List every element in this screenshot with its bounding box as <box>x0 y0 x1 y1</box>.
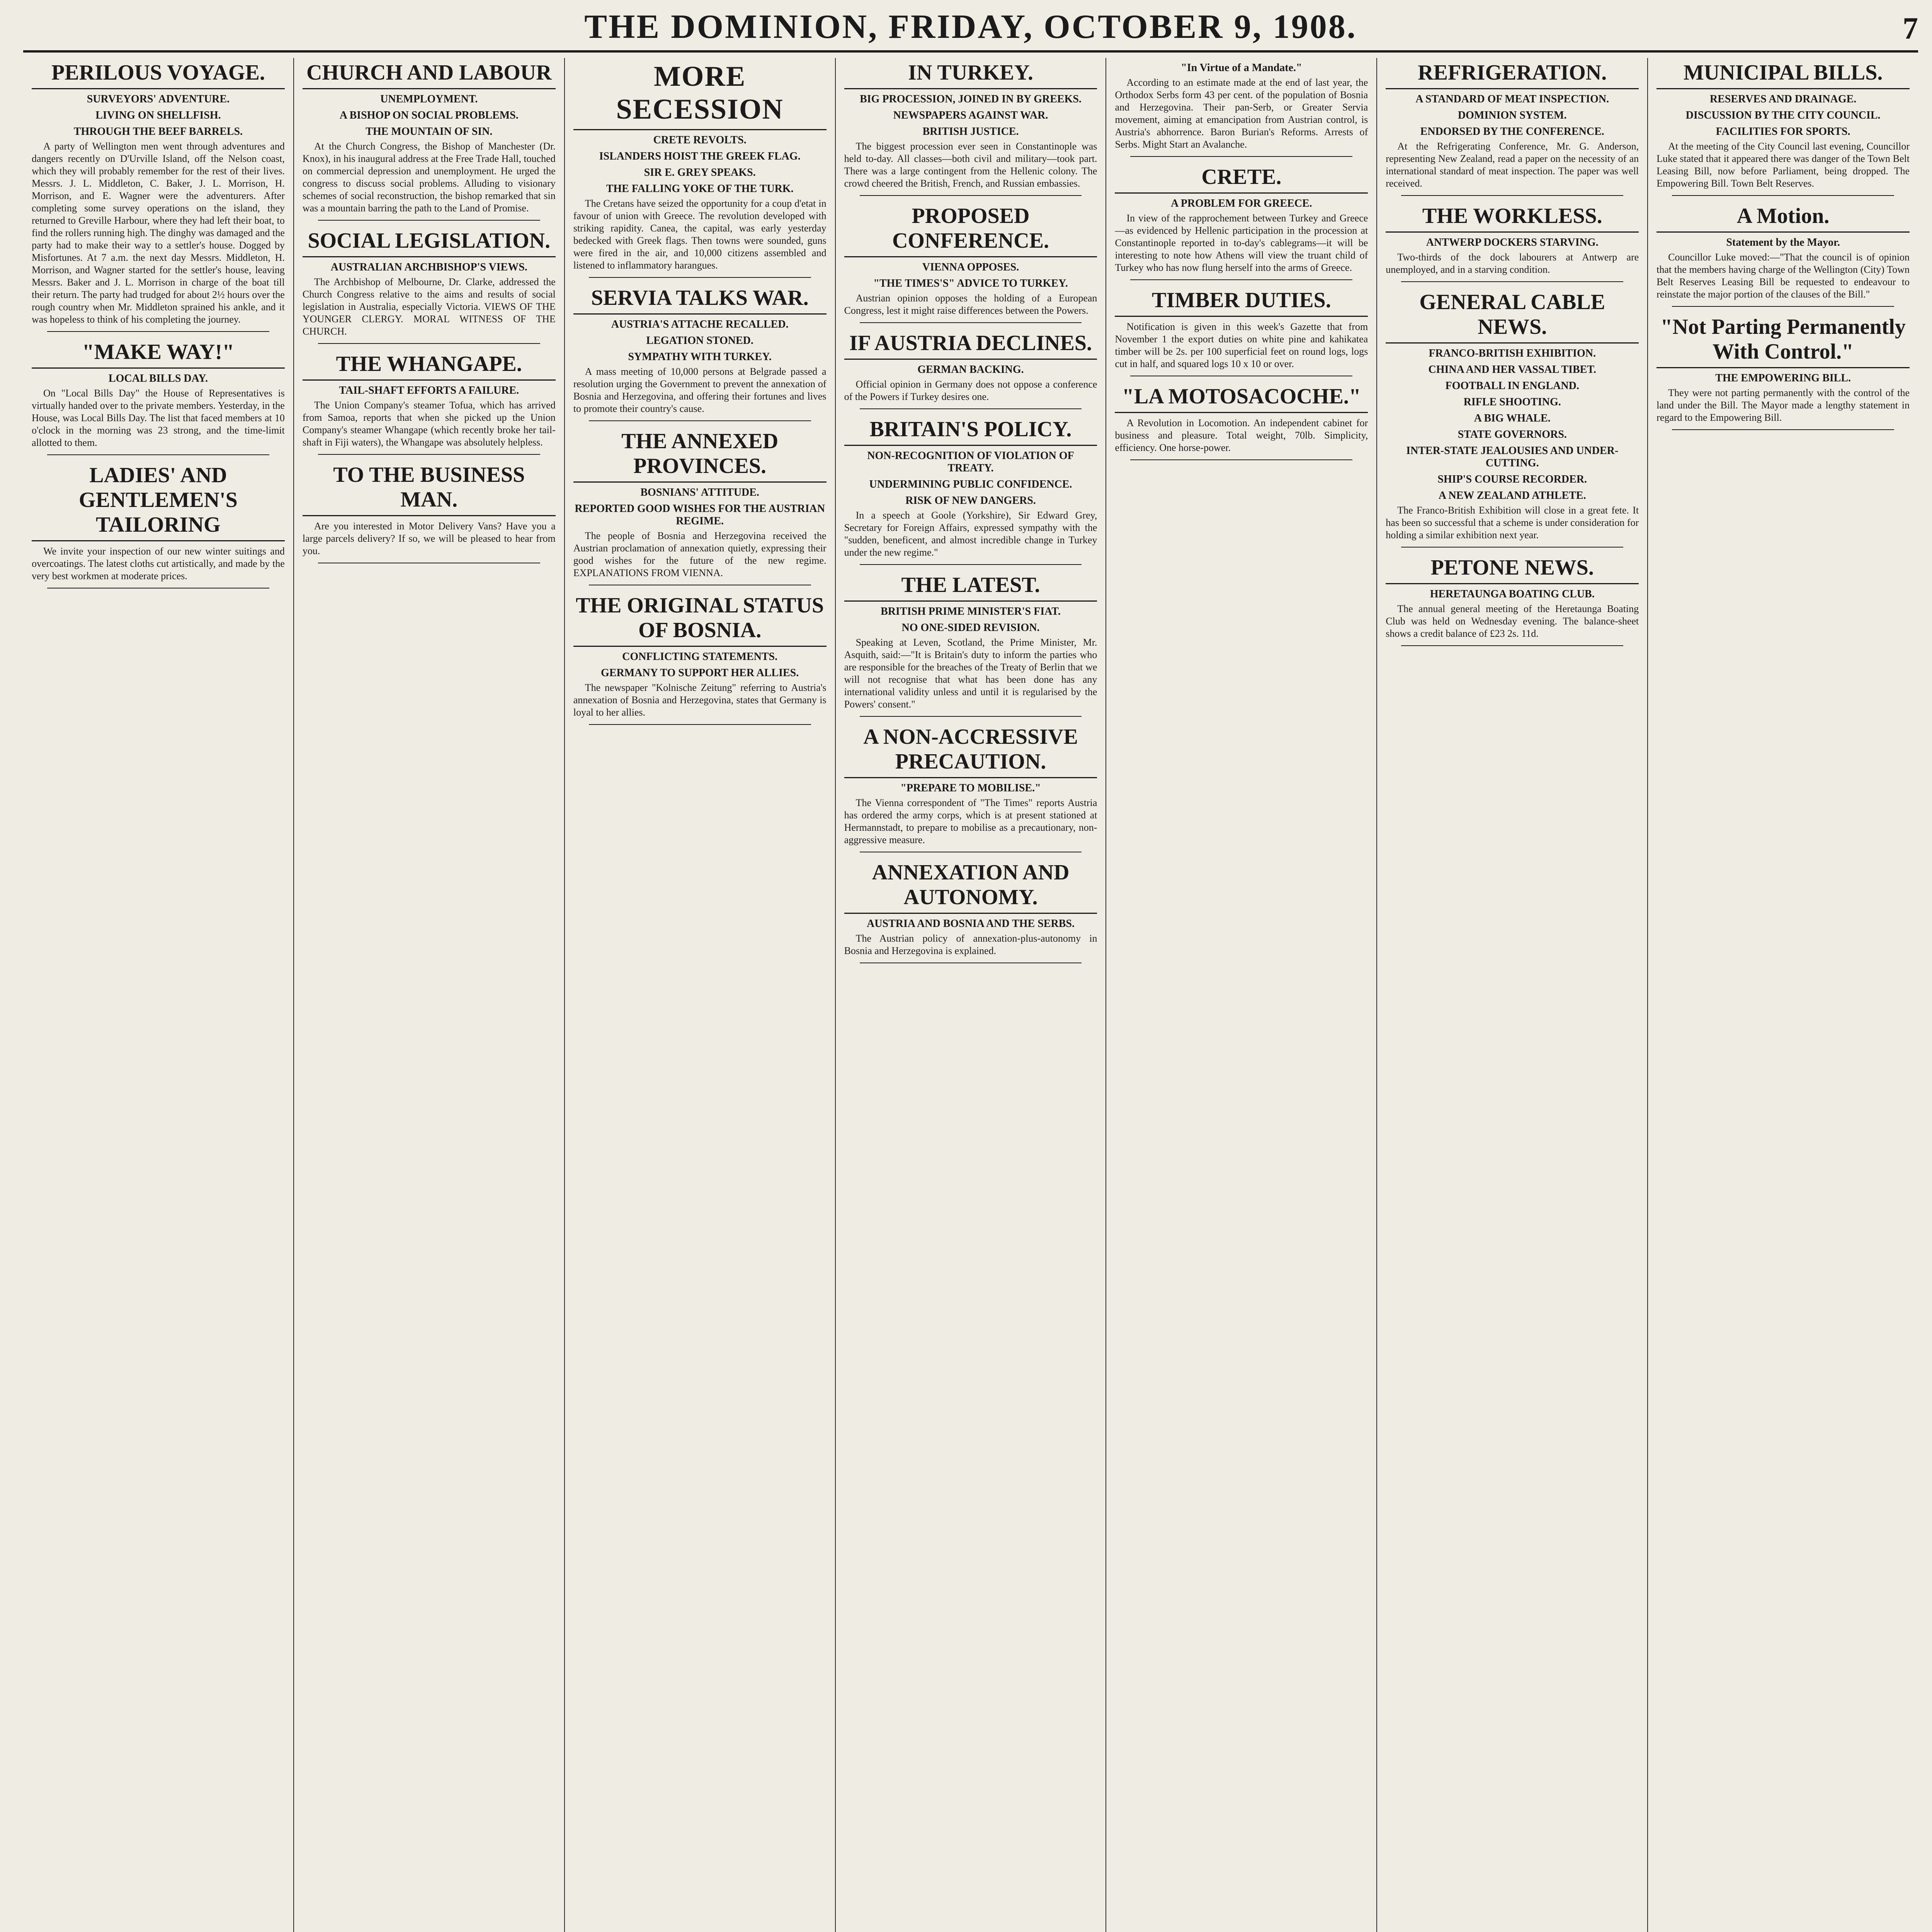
divider <box>1130 459 1352 460</box>
column-5 <box>1106 58 1377 1932</box>
article-subheading: NO ONE-SIDED REVISION. <box>901 622 1040 634</box>
article-subheading: SIR E. GREY SPEAKS. <box>644 167 756 179</box>
article-subheading: THE MOUNTAIN OF SIN. <box>366 126 493 138</box>
page-number: 7 <box>1903 12 1918 46</box>
article-headline: "Not Parting Permanently With Control." <box>1656 312 1910 368</box>
article <box>573 283 827 421</box>
article-body: Are you interested in Motor Delivery Vans? Have you a large parcels delivery? If so, we will be pleased to hear from you. <box>302 520 556 556</box>
article-subheading: HERETAUNGA BOATING CLUB. <box>1430 588 1595 600</box>
article-subheading: A BISHOP ON SOCIAL PROBLEMS. <box>339 109 519 121</box>
divider <box>1672 429 1894 430</box>
article <box>1386 201 1639 282</box>
article-subheading: GERMANY TO SUPPORT HER ALLIES. <box>601 667 799 679</box>
article-subheading: RISK OF NEW DANGERS. <box>905 495 1036 507</box>
article-body: Austrian opinion opposes the holding of a European Congress, lest it might raise differences between the Powers. <box>844 293 1097 316</box>
divider <box>860 716 1082 717</box>
article-subheading: STATE GOVERNORS. <box>1458 429 1567 440</box>
divider <box>1672 306 1894 307</box>
article-body: Speaking at Leven, Scotland, the Prime Minister, Mr. Asquith, said:—"It is Britain's duty to inform the parties who are responsible for the breaches of the Treaty of Berlin that we will not recognise that what has been done has any international validity unless and until it is regularised by the Powers' consent." <box>844 637 1097 710</box>
divider <box>1130 156 1352 157</box>
masthead <box>23 8 1918 53</box>
article-subheading: A PROBLEM FOR GREECE. <box>1171 197 1312 209</box>
article-subheading: RIFLE SHOOTING. <box>1463 396 1561 408</box>
article-subheading: THE EMPOWERING BILL. <box>1715 372 1851 384</box>
column-6 <box>1377 58 1648 1932</box>
article-subheading: LEGATION STONED. <box>646 335 753 347</box>
article <box>303 460 556 563</box>
article-subheading: DISCUSSION BY THE CITY COUNCIL. <box>1685 109 1881 121</box>
columns <box>23 58 1918 1932</box>
article-subheading: Statement by the Mayor. <box>1726 236 1840 248</box>
article-subheading: RESERVES AND DRAINAGE. <box>1709 93 1857 105</box>
article-headline: THE LATEST. <box>844 570 1097 602</box>
divider <box>318 343 540 344</box>
article-headline: TO THE BUSINESS MAN. <box>303 460 556 516</box>
article <box>844 328 1097 409</box>
article <box>1115 162 1368 280</box>
article <box>844 58 1097 196</box>
article-subheading: A STANDARD OF MEAT INSPECTION. <box>1415 93 1609 105</box>
article-body: A party of Wellington men went through adventures and dangers recently on D'Urville Island, off the Nelson coast, which they will probably remember for the rest of their lives. Messrs. J. L. Middleton, C. Baker, J. L. Morrison, H. Morrison, and E. Wagner were the adventurers. After completing some survey operations on the island, they returned to Greville Harbour, where they had left their boat, to find the rollers running high. The dinghy was damaged and the party had to make their way to a settler's house. Dogged by Misfortunes. At 7 a.m. the next day Messrs. Middleton, H. Morrison, and Wagner started for the settler's house, leaving Messrs. Baker and J. L. Morrison in charge of the boat till their return. The party had trudged for about 2½ hours over the rough country when Mr. Middleton sprained his ankle, and it was hopeless to think of his completing the journey. <box>32 141 285 325</box>
article-headline: "LA MOTOSACOCHE." <box>1115 382 1368 413</box>
article-body: The Union Company's steamer Tofua, which has arrived from Samoa, reports that when she picked up the Union Company's steamer Whangape (which recently broke her tail-shaft in Fiji waters), the Whangape was absolutely helpless. <box>302 400 556 448</box>
article-headline: MUNICIPAL BILLS. <box>1656 58 1910 89</box>
article-subheading: AUSTRIA AND BOSNIA AND THE SERBS. <box>867 918 1075 930</box>
article-body: The newspaper "Kolnische Zeitung" referring to Austria's annexation of Bosnia and Herzegovina, states that Germany is loyal to her allies. <box>573 682 827 718</box>
article-headline: A Motion. <box>1656 201 1910 233</box>
divider <box>860 195 1082 196</box>
article-body: At the Church Congress, the Bishop of Manchester (Dr. Knox), in his inaugural address at the Free Trade Hall, touched on commercial depression and unemployment. He urged the congress to discuss social problems. Alluding to visionary schemes of social reconstruction, the bishop remarked that sin was a mountain barring the path to the Land of Promise. <box>302 141 556 214</box>
article <box>32 337 285 455</box>
article-headline: PERILOUS VOYAGE. <box>32 58 285 89</box>
article <box>1656 201 1910 307</box>
article-body: They were not parting permanently with the control of the land under the Bill. The Mayor made a lengthy statement in regard to the Empowering Bill. <box>1656 387 1910 423</box>
article-subheading: ISLANDERS HOIST THE GREEK FLAG. <box>599 150 801 162</box>
article <box>844 415 1097 565</box>
article <box>1656 58 1910 196</box>
article-headline: THE WORKLESS. <box>1386 201 1639 233</box>
article-headline: PROPOSED CONFERENCE. <box>844 201 1097 257</box>
divider <box>1401 547 1623 548</box>
article <box>844 722 1097 852</box>
divider <box>1130 279 1352 280</box>
article <box>1115 286 1368 376</box>
article-subheading: SHIP'S COURSE RECORDER. <box>1437 473 1587 485</box>
article <box>844 201 1097 323</box>
article-subheading: SURVEYORS' ADVENTURE. <box>87 93 230 105</box>
article-subheading: GERMAN BACKING. <box>917 364 1024 376</box>
article <box>303 58 556 221</box>
article <box>573 58 827 278</box>
article-headline: PETONE NEWS. <box>1386 553 1639 584</box>
article <box>32 461 285 588</box>
article-subheading: THE FALLING YOKE OF THE TURK. <box>606 183 794 195</box>
divider <box>1672 195 1894 196</box>
divider <box>860 408 1082 409</box>
column-2 <box>294 58 565 1932</box>
article-headline: BRITAIN'S POLICY. <box>844 415 1097 446</box>
divider <box>47 454 269 455</box>
article-body: The Archbishop of Melbourne, Dr. Clarke, addressed the Church Congress relative to the aims and results of social legislation in Australia, especially Victoria. VIEWS OF THE YOUNGER CLERGY. MORAL WITNESS OF THE CHURCH. <box>302 276 556 337</box>
article-subheading: FACILITIES FOR SPORTS. <box>1716 126 1850 138</box>
article-headline: THE ORIGINAL STATUS OF BOSNIA. <box>573 591 827 647</box>
article-body: We invite your inspection of our new winter suitings and overcoatings. The latest cloths cut artistically, and made by the very best workmen at moderate prices. <box>32 546 285 582</box>
column-3 <box>565 58 836 1932</box>
masthead-title: THE DOMINION, FRIDAY, OCTOBER 9, 1908. <box>584 8 1357 46</box>
article-headline: SOCIAL LEGISLATION. <box>303 226 556 257</box>
article-subheading: BRITISH PRIME MINISTER'S FIAT. <box>881 605 1061 617</box>
article-subheading: "PREPARE TO MOBILISE." <box>900 782 1041 794</box>
article <box>1386 553 1639 646</box>
article <box>844 858 1097 963</box>
article-body: Notification is given in this week's Gazette that from November 1 the export duties on white pine and kahikatea timber will be 2s. per 100 superficial feet on round logs, logs cut in half, and squared logs 10 x 10 or over. <box>1115 321 1368 369</box>
article-headline: A NON-ACCRESSIVE PRECAUTION. <box>844 722 1097 778</box>
article-headline: MORE SECESSION <box>573 58 827 130</box>
divider <box>860 564 1082 565</box>
article-subheading: LIVING ON SHELLFISH. <box>95 109 221 121</box>
article-subheading: BRITISH JUSTICE. <box>922 126 1019 138</box>
article-headline: "MAKE WAY!" <box>32 337 285 369</box>
article-body: At the Refrigerating Conference, Mr. G. Anderson, representing New Zealand, read a paper on the necessity of an international standard of meat inspection. The paper was well received. <box>1386 141 1639 189</box>
article-headline: REFRIGERATION. <box>1386 58 1639 89</box>
article-body: The Cretans have seized the opportunity for a coup d'etat in favour of union with Greece. The revolution developed with striking rapidity. Canea, the capital, was early yesterday bedecked with Greek flags. Then towns were sounded, guns were fired in the air, and 10,000 citizens assembled and listened to inflammatory harangues. <box>573 198 827 271</box>
article-subheading: AUSTRIA'S ATTACHE RECALLED. <box>611 318 789 330</box>
article-subheading: CHINA AND HER VASSAL TIBET. <box>1428 364 1596 376</box>
divider <box>318 454 540 455</box>
article-subheading: NON-RECOGNITION OF VIOLATION OF TREATY. <box>867 450 1074 474</box>
article-headline: LADIES' AND GENTLEMEN'S TAILORING <box>32 461 285 541</box>
article <box>1386 58 1639 196</box>
article-body: In view of the rapprochement between Turkey and Greece—as evidenced by Hellenic participation in the procession at Constantinople reported in to-day's cablegrams—it will be interesting to note how Athens will view the truant child of Turkey who has now flung herself into the arms of Greece. <box>1115 213 1368 273</box>
divider <box>1401 195 1623 196</box>
article-subheading: TAIL-SHAFT EFFORTS A FAILURE. <box>339 384 519 396</box>
article-body: The Austrian policy of annexation-plus-autonomy in Bosnia and Herzegovina is explained. <box>844 933 1097 956</box>
article-subheading: INTER-STATE JEALOUSIES AND UNDER-CUTTING. <box>1406 445 1619 469</box>
article-headline: CHURCH AND LABOUR <box>303 58 556 89</box>
article-subheading: FOOTBALL IN ENGLAND. <box>1445 380 1579 392</box>
article-headline: TIMBER DUTIES. <box>1115 286 1368 317</box>
article-body: At the meeting of the City Council last evening, Councillor Luke stated that it appeared there was danger of the Town Belt Leasing Bill, now before Parliament, being dropped. The Empowering Bill. Town Belt Reserves. <box>1656 141 1910 189</box>
article <box>1386 287 1639 548</box>
article-body: A Revolution in Locomotion. An independent cabinet for business and pleasure. Total weight, 70lb. Simplicity, efficiency. One horse-power. <box>1115 417 1368 453</box>
article-body: The annual general meeting of the Heretaunga Boating Club was held on Wednesday evening. The balance-sheet shows a credit balance of £23 2s. 11d. <box>1386 603 1639 639</box>
article-headline: ANNEXATION AND AUTONOMY. <box>844 858 1097 914</box>
article <box>1115 382 1368 460</box>
article-headline: GENERAL CABLE NEWS. <box>1386 287 1639 344</box>
article-subheading: DOMINION SYSTEM. <box>1458 109 1567 121</box>
divider <box>1401 281 1623 282</box>
article <box>32 58 285 332</box>
article-body: The Vienna correspondent of "The Times" reports Austria has ordered the army corps, which is at present stationed at Hermannstadt, to prepare to mobilise as a precautionary, non-aggressive measure. <box>844 797 1097 845</box>
article-subheading: UNEMPLOYMENT. <box>380 93 478 105</box>
article-subheading: A NEW ZEALAND ATHLETE. <box>1438 490 1586 502</box>
article-subheading: CONFLICTING STATEMENTS. <box>622 651 778 663</box>
article-body: Two-thirds of the dock labourers at Antwerp are unemployed, and in a starving condition. <box>1386 252 1639 275</box>
article-body: Councillor Luke moved:—"That the council is of opinion that the members having charge of the Wellington (City) Town Belt Reserves Leasing Bill be requested to endeavour to reinstate the major portion of the clauses of the Bill." <box>1656 252 1910 300</box>
article-subheading: "THE TIMES'S" ADVICE TO TURKEY. <box>873 277 1068 289</box>
article-subheading: NEWSPAPERS AGAINST WAR. <box>893 109 1048 121</box>
column-1 <box>23 58 294 1932</box>
article-headline: IF AUSTRIA DECLINES. <box>844 328 1097 360</box>
article-subheading: FRANCO-BRITISH EXHIBITION. <box>1429 347 1596 359</box>
article-body: According to an estimate made at the end of last year, the Orthodox Serbs form 43 per cent. of the population of Bosnia and Herzegovina. Their pan-Serb, or Greater Servia movement, aiming at emancipation from Austrian control, is Austria's abhorrence. Baron Burian's Reforms. Arrests of Serbs. Might Start an Avalanche. <box>1115 77 1368 150</box>
article-body: The people of Bosnia and Herzegovina received the Austrian proclamation of annexation quietly, expressing their good wishes for the future of the new regime. EXPLANATIONS FROM VIENNA. <box>573 530 827 578</box>
article <box>303 349 556 455</box>
article <box>573 427 827 585</box>
article-body: A mass meeting of 10,000 persons at Belgrade passed a resolution urging the Government to prevent the annexation of Bosnia and Herzegovina, and offering their fortunes and lives to promote their country's cause. <box>573 366 827 414</box>
article-subheading: BIG PROCESSION, JOINED IN BY GREEKS. <box>860 93 1082 105</box>
divider <box>318 220 540 221</box>
article-subheading: LOCAL BILLS DAY. <box>108 372 208 384</box>
article-subheading: CRETE REVOLTS. <box>653 134 747 146</box>
article <box>303 226 556 344</box>
divider <box>589 277 811 278</box>
article-body: In a speech at Goole (Yorkshire), Sir Edward Grey, Secretary for Foreign Affairs, expressed sympathy with the "sudden, beneficent, and almost incredible change in Turkey under the new regime." <box>844 510 1097 558</box>
article-headline: SERVIA TALKS WAR. <box>573 283 827 315</box>
article-headline: IN TURKEY. <box>844 58 1097 89</box>
article-subheading: BOSNIANS' ATTITUDE. <box>640 486 759 498</box>
column-4 <box>836 58 1107 1932</box>
article-body: On "Local Bills Day" the House of Representatives is virtually handed over to the private members. Yesterday, in the House, was Local Bills Day. The list that faced members at 10 o'clock in the morning was 23 strong, and the time-limit allotted to them. <box>32 388 285 448</box>
article <box>1656 312 1910 430</box>
divider <box>589 420 811 421</box>
article-headline: CRETE. <box>1115 162 1368 194</box>
article-body: Official opinion in Germany does not oppose a conference of the Powers if Turkey desires one. <box>844 379 1097 402</box>
article-subheading: VIENNA OPPOSES. <box>922 261 1019 273</box>
article <box>844 570 1097 717</box>
divider <box>1401 645 1623 646</box>
article-headline: THE ANNEXED PROVINCES. <box>573 427 827 483</box>
article-subheading: SYMPATHY WITH TURKEY. <box>628 351 772 363</box>
divider <box>589 724 811 725</box>
article-subheading: "In Virtue of a Mandate." <box>1181 62 1302 74</box>
article-subheading: THROUGH THE BEEF BARRELS. <box>73 126 243 138</box>
article-subheading: A BIG WHALE. <box>1474 412 1551 424</box>
article-headline: THE WHANGAPE. <box>303 349 556 381</box>
divider <box>47 331 269 332</box>
article-body: The Franco-British Exhibition will close in a great fete. It has been so successful that a scheme is under consideration for holding a similar exhibition next year. <box>1386 505 1639 541</box>
divider <box>860 322 1082 323</box>
article-subheading: ANTWERP DOCKERS STARVING. <box>1426 236 1599 248</box>
article-subheading: ENDORSED BY THE CONFERENCE. <box>1420 126 1604 138</box>
article <box>1115 62 1368 157</box>
article-body: The biggest procession ever seen in Constantinople was held to-day. All classes—both civil and military—took part. There was a large contingent from the Hellenic colony. The crowd cheered the British, French, and Russian embassies. <box>844 141 1097 189</box>
article-subheading: AUSTRALIAN ARCHBISHOP'S VIEWS. <box>330 261 527 273</box>
article-subheading: UNDERMINING PUBLIC CONFIDENCE. <box>869 478 1072 490</box>
article-subheading: REPORTED GOOD WISHES FOR THE AUSTRIAN REGIME. <box>575 503 825 527</box>
column-7 <box>1648 58 1918 1932</box>
article <box>573 591 827 725</box>
